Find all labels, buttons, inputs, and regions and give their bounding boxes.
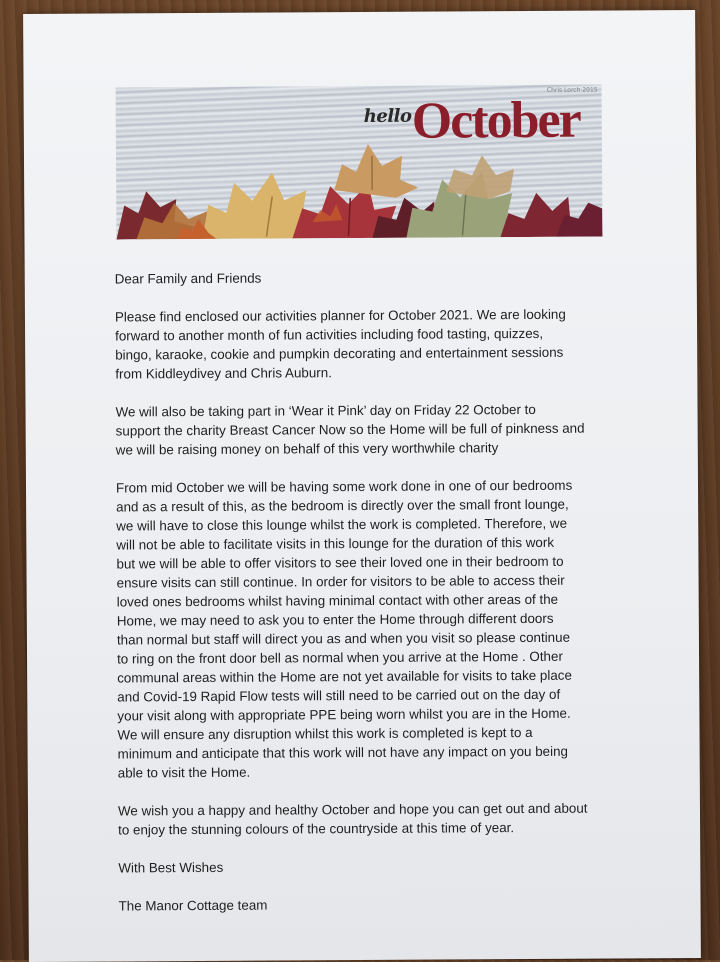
- text-line: will not be able to facilitate visits in this lounge for the duration of this work: [116, 534, 555, 553]
- letter-body: [115, 266, 659, 934]
- text-line: We wish you a happy and healthy October and hope you can get out and about: [117, 800, 588, 819]
- text-line: we will be raising money on behalf of this very worthwhile charity: [115, 440, 499, 458]
- text-line: communal areas within the Home are not yet available for visits to take place: [117, 667, 572, 686]
- paragraph-wishes: [118, 798, 658, 839]
- text-line: We will ensure any disruption whilst this work is completed is kept to a: [117, 724, 533, 743]
- banner-credit: Chris Lorch 2015: [546, 86, 598, 94]
- paragraph-bedroom-works: [116, 475, 658, 782]
- hello-october-banner: [116, 85, 603, 240]
- text-line: loved ones bedrooms whilst having minimal contact with other areas of the: [116, 591, 559, 610]
- closing: With Best Wishes: [118, 859, 224, 876]
- text-line: able to visit the Home.: [117, 764, 251, 781]
- text-line: from Kiddleydivey and Chris Auburn.: [115, 365, 332, 382]
- signature: The Manor Cottage team: [118, 897, 268, 914]
- text-line: Home, we may need to ask you to enter the Home through different doors: [116, 610, 554, 629]
- text-line: bingo, karaoke, cookie and pumpkin decorating and entertainment sessions: [115, 344, 564, 363]
- text-line: and Covid-19 Rapid Flow tests will still need to be carried out on the day of: [117, 686, 561, 705]
- text-line: to enjoy the stunning colours of the countryside at this time of year.: [118, 820, 515, 838]
- paragraph-wear-it-pink: [115, 399, 655, 459]
- text-line: than normal but staff will direct you as and when you visit so please continue: [116, 629, 571, 648]
- text-line: we will have to close this lounge whilst the work is completed. Therefore, we: [116, 515, 568, 534]
- text-line: Please find enclosed our activities planner for October 2021. We are looking: [114, 306, 566, 325]
- text-line: We will also be taking part in ‘Wear it Pink’ day on Friday 22 October to: [115, 401, 536, 420]
- text-line: support the charity Breast Cancer Now so the Home will be full of pinkness and: [115, 420, 585, 439]
- text-line: minimum and anticipate that this work will not have any impact on you being: [117, 743, 568, 762]
- text-line: your visit along with appropriate PPE being worn whilst you are in the Home.: [117, 705, 571, 724]
- banner-greeting: hello: [363, 105, 412, 127]
- text-line: From mid October we will be having some work done in one of our bedrooms: [115, 477, 573, 496]
- salutation: Dear Family and Friends: [114, 270, 262, 287]
- text-line: and as a result of this, as the bedroom is directly over the small front lounge,: [116, 496, 569, 515]
- letter-paper: [23, 10, 701, 962]
- banner-month: October: [411, 91, 580, 150]
- paragraph-activities: [115, 304, 655, 383]
- text-line: forward to another month of fun activities including food tasting, quizzes,: [115, 325, 544, 344]
- text-line: to ring on the front door bell as normal when you arrive at the Home . Other: [117, 648, 563, 667]
- text-line: ensure visits can still continue. In order for visitors to be able to access their: [116, 572, 565, 591]
- text-line: but we will be able to offer visitors to see their loved one in their bedroom to: [116, 553, 564, 572]
